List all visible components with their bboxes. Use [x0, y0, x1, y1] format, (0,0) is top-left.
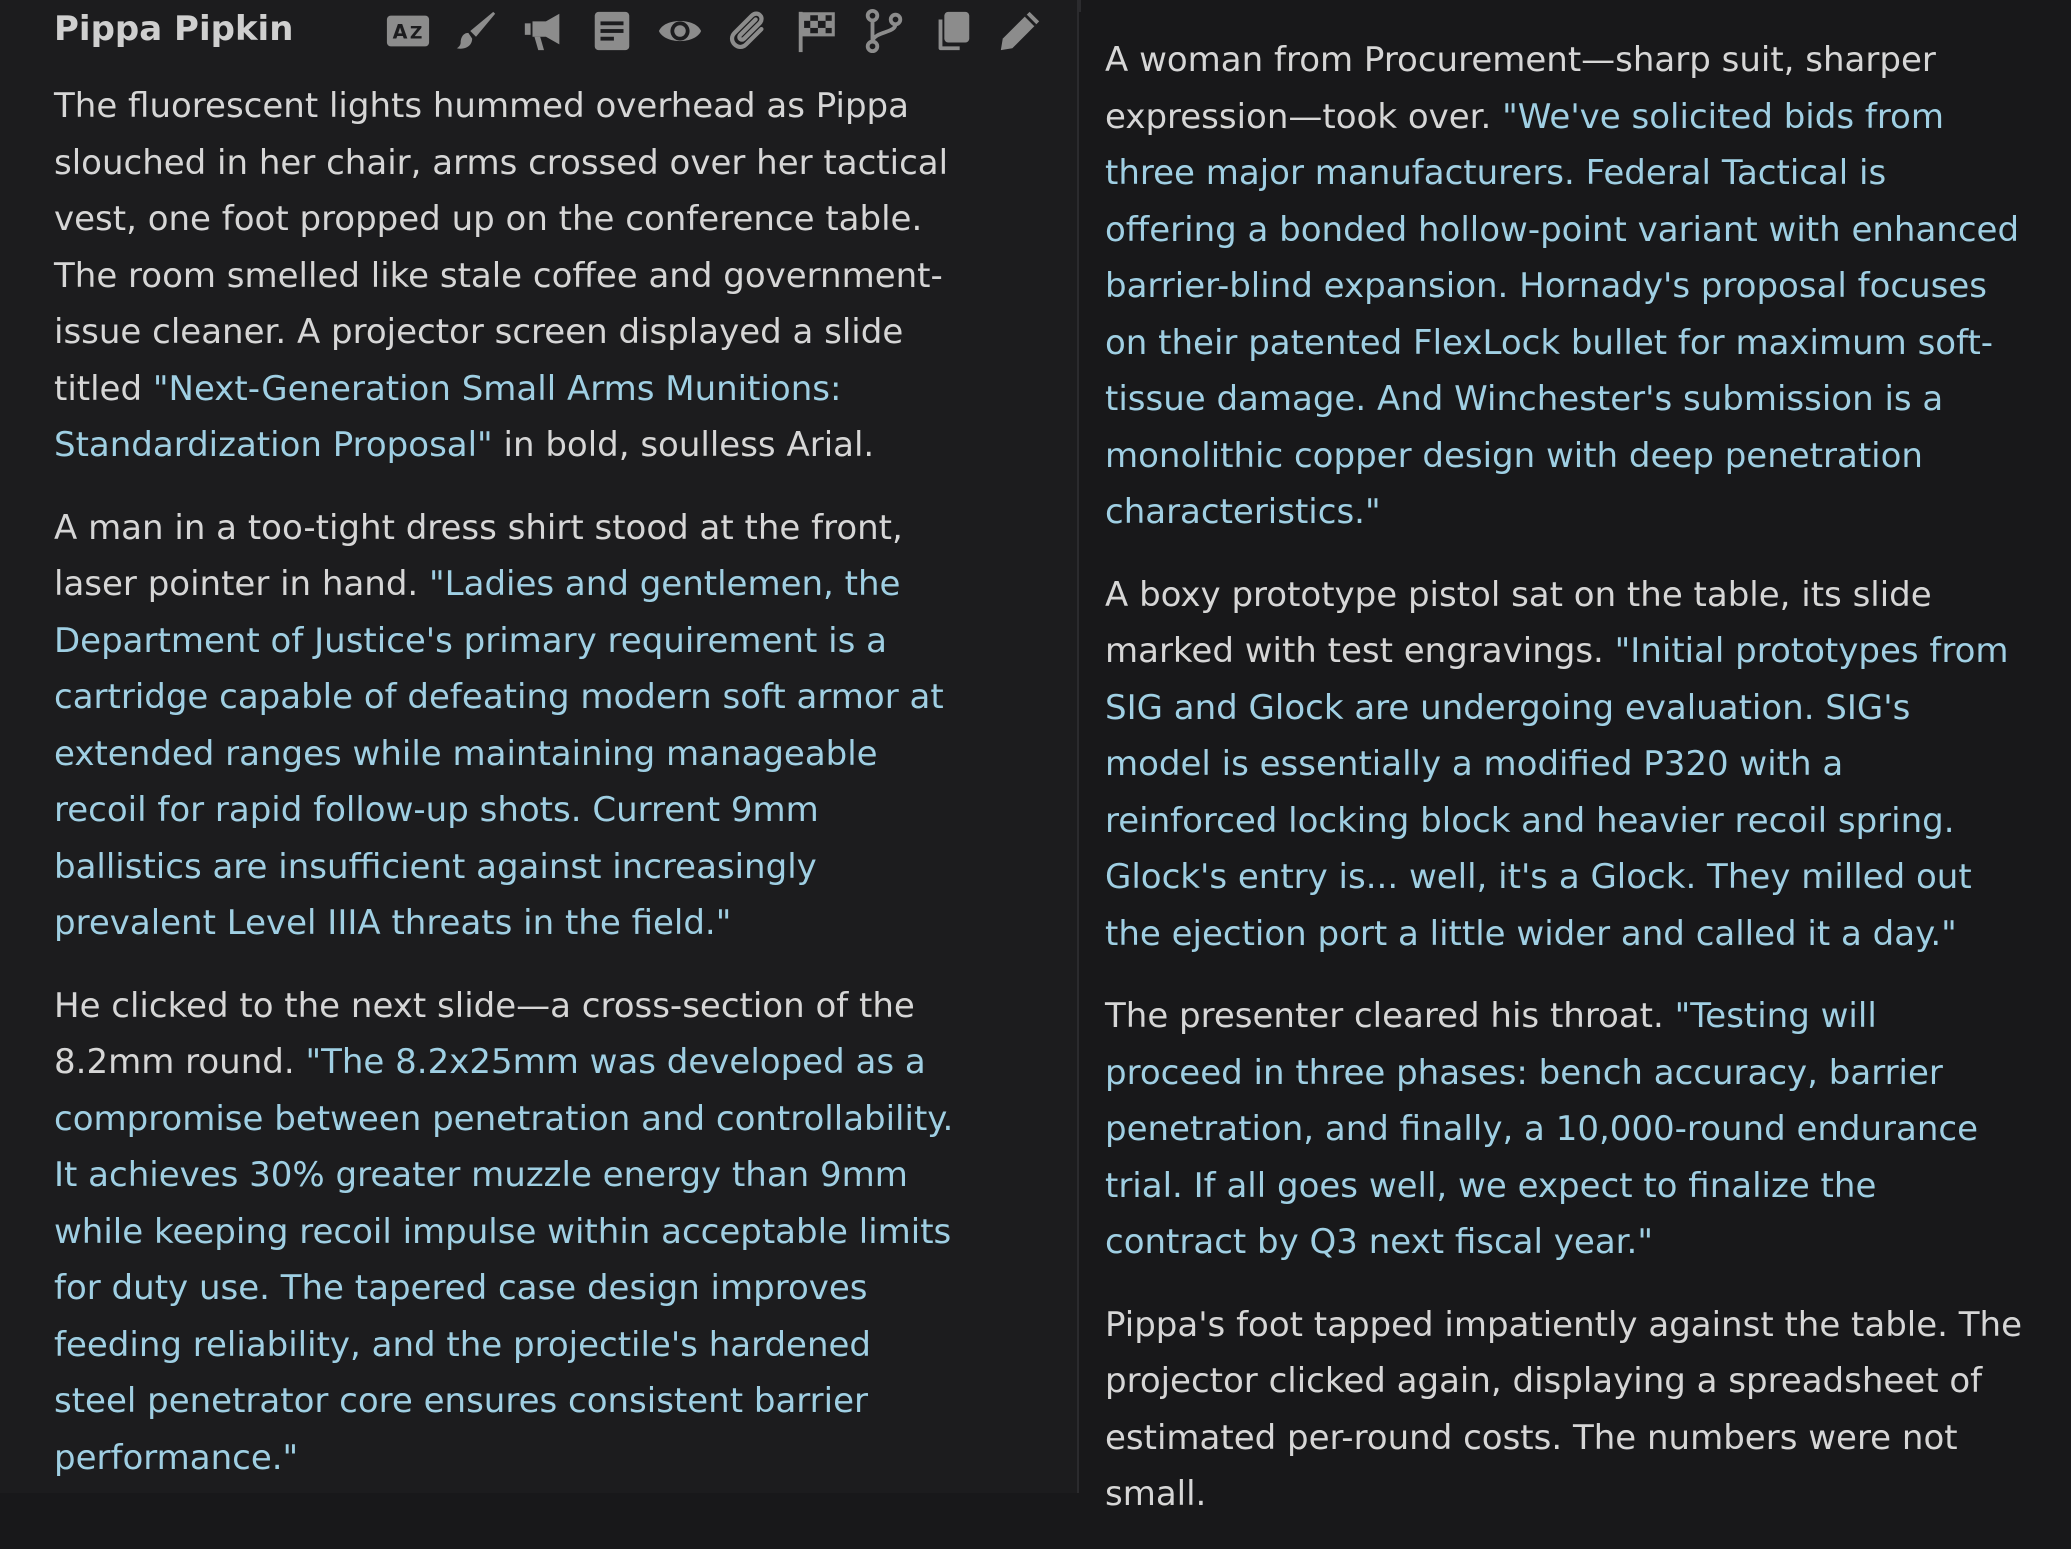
paperclip-icon: [725, 8, 771, 54]
edit-button[interactable]: [986, 3, 1054, 59]
message-paragraph: [54, 978, 954, 1487]
translate-icon: [385, 8, 431, 54]
branch-button[interactable]: [850, 3, 918, 59]
translate-button[interactable]: [374, 3, 442, 59]
message-paragraph: [1105, 567, 2025, 963]
checkpoint-button[interactable]: [782, 3, 850, 59]
svg-text:Z: Z: [409, 23, 423, 44]
message-paragraph: [54, 500, 954, 952]
eye-icon: [657, 8, 703, 54]
dialogue-text: "Initial prototypes from SIG and Glock are undergoing evaluation. SIG's model is essentially a modified P320 with a reinforced locking block and heavier recoil spring. Glock's entry is... well, it's a Glock. They milled out the ejection port a little wider and called it a day.": [1105, 631, 2009, 954]
panel-divider: [1079, 0, 1081, 12]
branch-icon: [861, 8, 907, 54]
pencil-icon: [997, 8, 1043, 54]
narration-text: The fluorescent lights hummed overhead as Pippa slouched in her chair, arms crossed over her tactical vest, one foot propped up on the conference table. The room smelled like stale coffee and government-issue cleaner. A projector screen displayed a slide titled: [54, 86, 949, 409]
attach-file-button[interactable]: [714, 3, 782, 59]
narration-text: The presenter cleared his throat.: [1105, 996, 1675, 1036]
message-paragraph: [1105, 1297, 2025, 1523]
narration-text: Pippa's foot tapped impatiently against the table. The projector clicked again, displaying a spreadsheet of estimated per-round costs. The numbers were not small.: [1105, 1304, 2023, 1514]
message-paragraph: [1105, 32, 2025, 541]
message-paragraph: [1105, 988, 2025, 1271]
paintbrush-icon: [453, 8, 499, 54]
narration-text: in bold, soulless Arial.: [492, 425, 875, 465]
dialogue-text: "Next-Generation Small Arms Munitions: Standardization Proposal": [54, 368, 842, 465]
hide-message-button[interactable]: [646, 3, 714, 59]
message-toolbar: [374, 3, 1054, 59]
narration-text: He clicked to the next slide—a cross-section of the 8.2mm round.: [54, 985, 915, 1082]
narration-text: A woman from Procurement—sharp suit, sharper expression—took over.: [1105, 40, 1936, 137]
note-icon: [589, 8, 635, 54]
prompt-note-button[interactable]: [578, 3, 646, 59]
message-text-column-right: [1105, 32, 2025, 1549]
generate-image-button[interactable]: [442, 3, 510, 59]
svg-text:A: A: [392, 20, 408, 44]
narrate-button[interactable]: [510, 3, 578, 59]
character-name[interactable]: Pippa Pipkin: [54, 9, 294, 49]
message-paragraph: [54, 78, 954, 474]
dialogue-text: "Ladies and gentlemen, the Department of Justice's primary requirement is a cartridge capable of defeating modern soft armor at extended ranges while maintaining manageable recoil for rapid follow-up shots. Current 9mm ballistics are insufficient against increasingly prevalent Level IIIA threats in the field.": [54, 564, 944, 943]
dialogue-text: "The 8.2x25mm was developed as a compromise between penetration and controllability. It achieves 30% greater muzzle energy than 9mm while keeping recoil impulse within acceptable limits for duty use. The tapered case design improves feeding reliability, and the projectile's hardened steel penetrator core ensures consistent barrier performance.": [54, 1042, 954, 1478]
checkered-flag-icon: [793, 8, 839, 54]
dialogue-text: "Testing will proceed in three phases: bench accuracy, barrier penetration, and finally, a 10,000-round endurance trial. If all goes well, we expect to finalize the contract by Q3 next fiscal year.": [1105, 996, 1979, 1262]
copy-icon: [929, 8, 975, 54]
dialogue-text: "We've solicited bids from three major manufacturers. Federal Tactical is offering a bonded hollow-point variant with enhanced barrier-blind expansion. Hornady's proposal focuses on their patented FlexLock bullet for maximum soft-tissue damage. And Winchester's submission is a monolithic copper design with deep penetration characteristics.": [1105, 96, 2020, 532]
megaphone-icon: [521, 8, 567, 54]
copy-button[interactable]: [918, 3, 986, 59]
narration-text: A man in a too-tight dress shirt stood at the front, laser pointer in hand.: [54, 507, 903, 604]
message-header: [54, 0, 1054, 62]
narration-text: A boxy prototype pistol sat on the table, its slide marked with test engravings.: [1105, 574, 1932, 671]
message-text-column-left: [54, 78, 954, 1512]
